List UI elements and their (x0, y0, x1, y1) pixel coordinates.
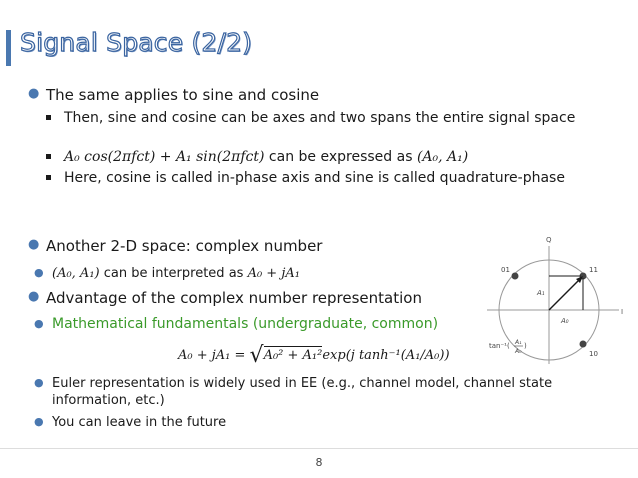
point-01 (512, 273, 519, 280)
i-axis-label: I (621, 308, 624, 316)
page-number: 8 (315, 456, 323, 469)
bullet-dot-icon: ● (34, 415, 44, 428)
constellation-diagram (475, 228, 635, 368)
bullet-dot-icon: ● (28, 289, 40, 304)
tan-denominator: A₀ (515, 348, 522, 355)
label-01: 01 (501, 266, 510, 274)
bullet-dot-icon: ● (34, 266, 44, 279)
euler-equation: A₀ + jA₁ = √A₀² + A₁²exp(j tanh⁻¹(A₁/A₀)) (178, 343, 450, 368)
bullet-dot-icon: ● (34, 376, 44, 389)
sqrt-symbol: √ (249, 343, 264, 368)
bullet-dot-icon: ● (34, 317, 44, 330)
bullet-square-icon (46, 154, 51, 159)
bullet-square-icon (46, 175, 51, 180)
bullet-dot-icon: ● (28, 237, 40, 252)
footer-divider (0, 448, 638, 449)
bullet-square-icon (46, 115, 51, 120)
tan-label: tan⁻¹( (489, 342, 510, 350)
vector-arrow (549, 278, 581, 310)
point-10 (580, 341, 587, 348)
a1-label: A₁ (537, 289, 545, 297)
label-11: 11 (589, 266, 598, 274)
a0-label: A₀ (561, 317, 569, 325)
page-title: Signal Space (2/2) (20, 28, 253, 57)
bullet-dot-icon: ● (28, 86, 40, 101)
label-10: 10 (589, 350, 598, 358)
tan-numerator: A₁ (515, 339, 522, 346)
title-accent-bar (6, 30, 11, 66)
q-axis-label: Q (546, 236, 552, 244)
tan-suffix: ) (524, 342, 527, 350)
